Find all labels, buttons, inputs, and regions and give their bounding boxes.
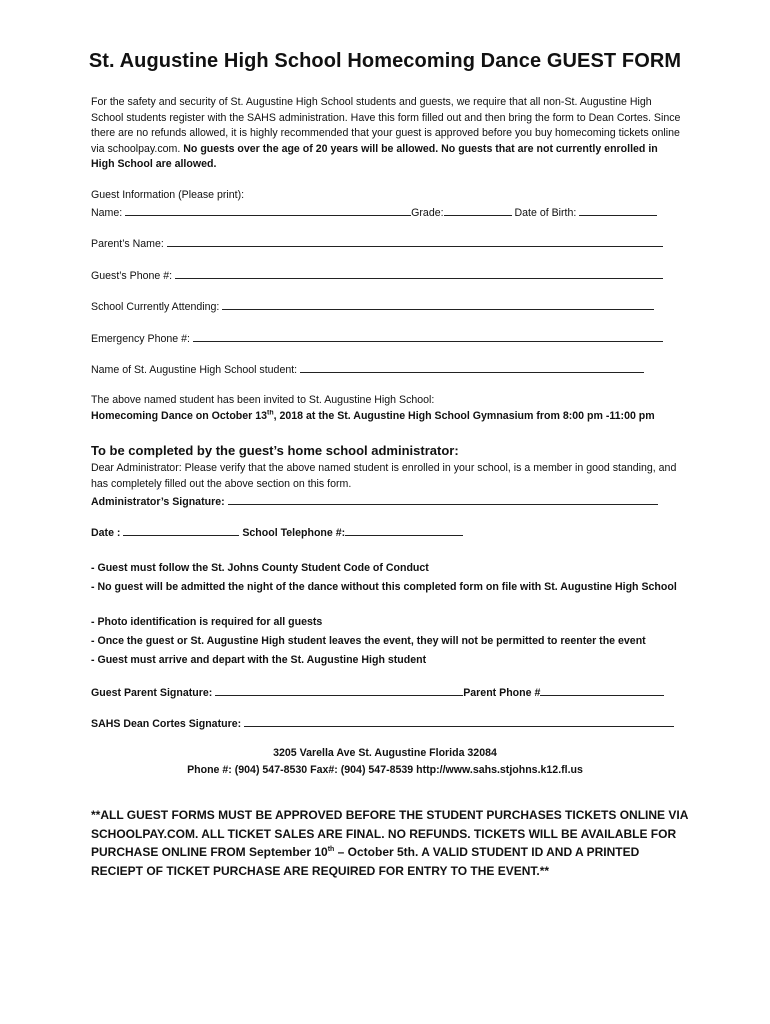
name-field[interactable] — [125, 205, 411, 216]
school-telephone-field[interactable] — [345, 525, 463, 536]
school-telephone-label: School Telephone #: — [242, 527, 346, 539]
parent-name-field[interactable] — [167, 236, 663, 247]
guest-phone-label: Guest’s Phone #: — [91, 270, 173, 282]
parent-phone-field[interactable] — [540, 685, 664, 696]
sahs-student-field[interactable] — [300, 362, 644, 373]
parent-signature-field[interactable] — [215, 685, 463, 696]
notice-date-suffix: th — [327, 846, 335, 853]
sahs-student-label: Name of St. Augustine High School student: — [91, 364, 298, 376]
intro-bold-text: No guests over the age of 20 years will be allowed. No guests that are not currently enrolled in High School are allowed. — [91, 142, 658, 170]
date-label: Date : — [91, 527, 121, 539]
event-details-start: Homecoming Dance on October 13 — [91, 410, 268, 422]
sahs-student-row — [91, 362, 691, 376]
parent-name-row — [91, 236, 691, 250]
school-label: School Currently Attending: — [91, 301, 220, 313]
school-address: 3205 Varella Ave St. Augustine Florida 32084 — [273, 747, 497, 759]
date-phone-row — [91, 525, 691, 539]
dean-signature-label: SAHS Dean Cortes Signature: — [91, 718, 242, 730]
grade-label: Grade: — [411, 207, 444, 219]
dob-label: Date of Birth: — [514, 207, 577, 219]
admin-instructions: Dear Administrator: Please verify that the above named student is enrolled in your school, is a member in good standing, and has completely filled out the above section on this form. — [91, 462, 677, 490]
parent-name-label: Parent’s Name: — [91, 238, 164, 250]
dean-signature-field[interactable] — [244, 716, 674, 727]
emergency-phone-row — [91, 331, 691, 345]
parent-signature-row — [91, 685, 691, 699]
event-date-suffix: th — [267, 410, 274, 417]
grade-field[interactable] — [444, 205, 512, 216]
name-row — [91, 205, 691, 219]
intro-text: For the safety and security of St. Augustine High School students and guests, we require that all non-St. Augustine High School students register with the SAHS administration. Have this form filled out and then bring the form to Dean Cortes. Since there are no refunds allowed, it is highly recommended that your guest is approved before you buy homecoming tickets online via schoolpay.com. — [91, 96, 681, 155]
school-contact: Phone #: (904) 547-8530 Fax#: (904) 547-8539 http://www.sahs.stjohns.k12.fl.us — [187, 764, 583, 776]
dean-signature-row — [91, 716, 691, 730]
admin-signature-label: Administrator’s Signature: — [91, 496, 225, 508]
ticket-notice — [91, 806, 691, 880]
notice-text-end: – October 5th. A VALID STUDENT ID AND A PRINTED RECIEPT OF TICKET PURCHASE ARE REQUIRED FOR ENTRY TO THE EVENT.** — [91, 845, 640, 878]
notice-text-start: **ALL GUEST FORMS MUST BE APPROVED BEFORE THE STUDENT PURCHASES TICKETS ONLINE VIA SCHOOLPAY.COM. ALL TICKET SALES ARE FINAL. NO REFUNDS. TICKETS WILL BE AVAILABLE FOR PURCHASE ONLINE FROM September 10 — [91, 808, 688, 859]
dob-field[interactable] — [579, 205, 657, 216]
parent-phone-label: Parent Phone # — [463, 687, 541, 699]
rule-item: - Photo identification is required for all guests — [91, 616, 323, 628]
emergency-phone-field[interactable] — [193, 331, 663, 342]
emergency-phone-label: Emergency Phone #: — [91, 333, 190, 345]
rule-item: - Once the guest or St. Augustine High student leaves the event, they will not be permitted to reenter the event — [91, 635, 646, 647]
invite-text: The above named student has been invited to St. Augustine High School: — [91, 394, 435, 406]
school-field[interactable] — [222, 299, 654, 310]
rule-item: - No guest will be admitted the night of the dance without this completed form on file with St. Augustine High School — [91, 581, 677, 593]
page-title: St. Augustine High School Homecoming Dance GUEST FORM — [88, 50, 682, 72]
event-details — [91, 410, 691, 422]
guest-phone-field[interactable] — [175, 268, 663, 279]
name-label: Name: — [91, 207, 123, 219]
rule-item: - Guest must follow the St. Johns County Student Code of Conduct — [91, 562, 429, 574]
event-details-end: , 2018 at the St. Augustine High School Gymnasium from 8:00 pm -11:00 pm — [273, 410, 655, 422]
admin-signature-row — [91, 494, 691, 508]
parent-signature-label: Guest Parent Signature: — [91, 687, 213, 699]
rules-list — [91, 560, 691, 671]
guest-phone-row — [91, 268, 691, 282]
date-field[interactable] — [123, 525, 239, 536]
admin-signature-field[interactable] — [228, 494, 658, 505]
school-row — [91, 299, 691, 313]
guest-info-heading: Guest Information (Please print): — [91, 189, 245, 201]
rule-item: - Guest must arrive and depart with the St. Augustine High student — [91, 654, 427, 666]
intro-paragraph — [91, 95, 681, 173]
admin-section-heading: To be completed by the guest’s home school administrator: — [91, 443, 459, 458]
